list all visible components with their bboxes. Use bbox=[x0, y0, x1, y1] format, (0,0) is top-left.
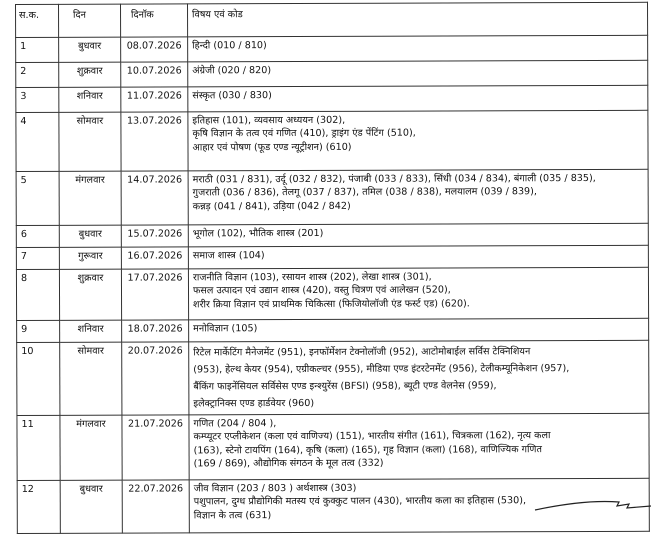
day-cell: सोमवार bbox=[60, 342, 122, 415]
schedule-body bbox=[16, 35, 650, 533]
table-row bbox=[16, 110, 648, 171]
subject-line: मराठी (031 / 831), उर्दू (032 / 832), पंजाबी (033 / 833), सिंधी (034 / 834), बंगाली (035 / 835), bbox=[192, 172, 596, 186]
date-cell: 11.07.2026 bbox=[121, 87, 188, 112]
subject-line: कन्नड़ (041 / 841), उड़िया (042 / 842) bbox=[192, 200, 351, 213]
day-cell: बुधवार bbox=[59, 37, 121, 62]
table-row bbox=[17, 318, 649, 342]
table-row bbox=[16, 60, 648, 87]
subject-line: विज्ञान के तत्व (631) bbox=[193, 509, 272, 522]
subject-cell bbox=[189, 340, 649, 415]
subject-line: संस्कृत (030 / 830) bbox=[192, 90, 272, 102]
header-date: दिनॉक bbox=[121, 4, 188, 37]
date-cell: 20.07.2026 bbox=[122, 342, 189, 415]
table-row bbox=[16, 223, 648, 247]
serial-number-cell: 6 bbox=[16, 225, 59, 247]
subject-cell bbox=[189, 318, 649, 342]
table-row bbox=[16, 267, 648, 320]
serial-number-cell: 10 bbox=[17, 342, 60, 415]
subject-cell bbox=[188, 35, 648, 62]
subject-line: हिन्दी (010 / 810) bbox=[192, 40, 267, 52]
serial-number-cell: 4 bbox=[16, 112, 59, 171]
table-row bbox=[16, 169, 648, 225]
table-row bbox=[16, 35, 648, 62]
day-cell: शनिवार bbox=[60, 320, 122, 342]
serial-number-cell: 12 bbox=[17, 480, 60, 533]
subject-line: आहार एवं पोषण (फूड एण्ड न्यूट्रीशन) (610) bbox=[192, 141, 352, 154]
table-row bbox=[16, 85, 648, 112]
day-cell: शुक्रवार bbox=[59, 269, 121, 320]
date-cell: 08.07.2026 bbox=[121, 37, 188, 62]
date-cell: 22.07.2026 bbox=[122, 480, 189, 533]
day-cell: मंगलवार bbox=[60, 415, 122, 480]
day-cell: बुधवार bbox=[60, 480, 122, 533]
subject-cell bbox=[188, 169, 648, 225]
exam-schedule-sheet bbox=[15, 2, 650, 534]
day-cell: शुक्रवार bbox=[59, 62, 121, 87]
subject-line: इतिहास (101), व्यवसाय अध्ययन (302), bbox=[192, 114, 346, 127]
day-cell: मंगलवार bbox=[59, 171, 121, 225]
date-cell: 14.07.2026 bbox=[121, 171, 188, 225]
serial-number-cell: 9 bbox=[17, 320, 60, 342]
subject-cell bbox=[189, 413, 649, 480]
subject-line: पशुपालन, दुग्ध प्रौद्योगिकी मतस्य एवं कुक्कुट पालन (430), भारतीय कला का इतिहास (530), bbox=[193, 495, 527, 508]
subject-line: कृषि विज्ञान के तत्व एवं गणित (410), ड्राइंग एंड पेंटिंग (510), bbox=[192, 128, 416, 140]
subject-line: मनोविज्ञान (105) bbox=[193, 323, 258, 335]
subject-line: (169 / 869), औद्योगिक संगठन के मूल तत्व (332) bbox=[193, 457, 384, 470]
subject-line: फसल उत्पादन एवं उद्यान शास्त्र (420), वस्तु चित्रण एवं आलेखन (520), bbox=[192, 284, 451, 297]
serial-number-cell: 7 bbox=[16, 247, 59, 269]
date-cell: 21.07.2026 bbox=[122, 415, 189, 480]
date-cell: 16.07.2026 bbox=[121, 247, 188, 269]
serial-number-cell: 8 bbox=[16, 269, 59, 320]
header-day: दिन bbox=[59, 4, 121, 37]
subject-line: राजनीति विज्ञान (103), रसायन शास्त्र (202), लेखा शास्त्र (301), bbox=[192, 271, 432, 284]
subject-cell bbox=[188, 245, 648, 269]
subject-cell bbox=[188, 110, 648, 171]
subject-line: (953), हेल्थ केयर (954), एग्रीकल्चर (955), मीडिया एण्ड इंटरटेनमेंट (956), टेलीकम्यूनिकेशन (957), bbox=[193, 363, 570, 376]
date-cell: 15.07.2026 bbox=[121, 225, 188, 247]
table-row bbox=[17, 340, 649, 415]
subject-line: बैंकिंग फाइनेंसियल सर्विसेस एण्ड इन्श्युरेंस (BFSI) (958), ब्यूटी एण्ड वेलनेस (959), bbox=[193, 380, 497, 393]
subject-line: रिटेल मार्केटिंग मैनेजमेंट (951), इनफॉर्मेशन टेक्नोलॉजी (952), आटोमोबाईल सर्विस टेक्निशियन bbox=[193, 346, 531, 359]
date-cell: 10.07.2026 bbox=[121, 62, 188, 87]
table-row bbox=[16, 245, 648, 269]
header-subject: विषय एवं कोड bbox=[188, 2, 648, 37]
subject-cell bbox=[188, 85, 648, 112]
subject-cell bbox=[188, 267, 648, 320]
serial-number-cell: 5 bbox=[16, 171, 59, 225]
subject-line: (163), स्टेनो टायपिंग (164), कृषि (कला) (165), गृह विज्ञान (कला) (168), वाणिज्यिक गणित bbox=[193, 443, 542, 457]
serial-number-cell: 11 bbox=[17, 415, 60, 480]
day-cell: बुधवार bbox=[59, 225, 121, 247]
day-cell: शनिवार bbox=[59, 87, 121, 112]
serial-number-cell: 2 bbox=[16, 62, 59, 87]
subject-line: शरीर क्रिया विज्ञान एवं प्राथमिक चिकित्सा (फिजियोलॉजी एंड फर्स्ट एड) (620). bbox=[193, 298, 470, 311]
date-cell: 13.07.2026 bbox=[121, 112, 188, 171]
subject-line: भूगोल (102), भौतिक शास्त्र (201) bbox=[192, 227, 324, 240]
exam-schedule-table bbox=[15, 2, 650, 534]
subject-line: कम्प्यूटर एप्लीकेशन (कला एवं वाणिज्य) (151), भारतीय संगीत (161), चित्रकला (162), नृत्य कला bbox=[193, 430, 551, 443]
subject-line: गणित (204 / 804 ), bbox=[193, 418, 277, 430]
subject-line: अंग्रेजी (020 / 820) bbox=[192, 65, 272, 77]
header-row bbox=[16, 2, 648, 37]
subject-cell bbox=[188, 60, 648, 87]
subject-line: गुजराती (036 / 836), तेलगू (037 / 837), तमिल (038 / 838), मलयालम (039 / 839), bbox=[192, 186, 537, 199]
subject-cell bbox=[188, 223, 648, 247]
table-row bbox=[17, 413, 649, 480]
serial-number-cell: 3 bbox=[16, 87, 59, 112]
subject-line: समाज शास्त्र (104) bbox=[192, 250, 265, 262]
date-cell: 17.07.2026 bbox=[121, 269, 188, 320]
serial-number-cell: 1 bbox=[16, 37, 59, 62]
header-serial: स.क. bbox=[16, 4, 59, 37]
date-cell: 18.07.2026 bbox=[122, 320, 189, 342]
day-cell: सोमवार bbox=[59, 112, 121, 171]
subject-line: जीव विज्ञान (203 / 803 ) अर्थशास्त्र (303) bbox=[193, 482, 357, 495]
subject-line: इलेक्ट्रानिक्स एण्ड हार्डवेयर (960) bbox=[193, 397, 315, 410]
signature-mark bbox=[533, 496, 653, 512]
day-cell: गुरूवार bbox=[59, 247, 121, 269]
